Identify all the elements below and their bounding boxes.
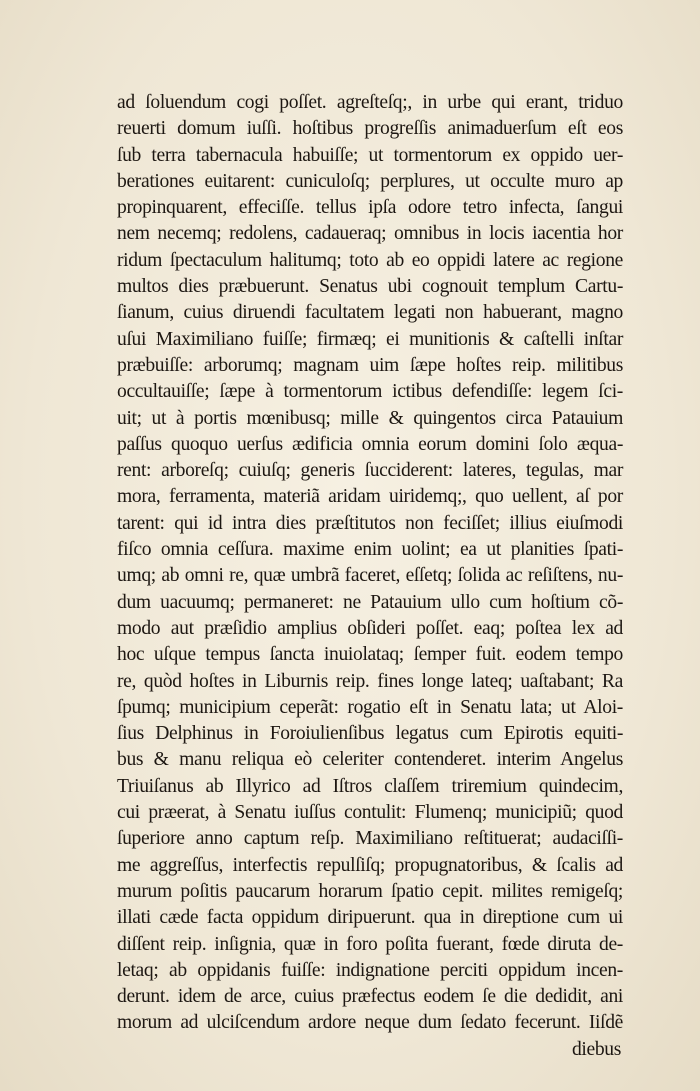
text-line: propinquarent, effeciſſe. tellus ipſa odore tetro infecta, ſangui (117, 197, 623, 219)
text-line: Triuiſanus ab Illyrico ad Iſtros claſſem triremium quindecim, (117, 775, 623, 797)
text-line: præbuiſſe: arborumq; magnam uim ſæpe hoſtes reip. militibus (117, 354, 623, 376)
text-line: diſſent reip. inſignia, quæ in foro poſita fuerant, fœde diruta de- (117, 933, 623, 955)
text-line: ſianum, cuius diruendi facultatem legati non habuerant, magno (117, 302, 623, 324)
text-line: ad ſoluendum cogi poſſet. agreſteſq;, in urbe qui erant, triduo (117, 92, 623, 113)
text-line: bus & manu reliqua eò celeriter contenderet. interim Angelus (117, 749, 623, 771)
text-line: ſuperiore anno captum reſp. Maximiliano reſtituerat; audaciſſi- (117, 828, 623, 850)
text-line: occultauiſſe; ſæpe à tormentorum ictibus defendiſſe: legem ſci- (117, 381, 623, 403)
text-line: paſſus quoquo uerſus ædificia omnia eorum domini ſolo æqua- (117, 433, 623, 455)
text-line: fiſco omnia ceſſura. maxime enim uolint; ea ut planities ſpati- (117, 539, 623, 561)
text-line: ſius Delphinus in Foroiulienſibus legatus cum Epirotis equiti- (117, 723, 623, 745)
text-line: murum poſitis paucarum horarum ſpatio cepit. milites remigeſq; (117, 880, 623, 902)
text-line: letaq; ab oppidanis fuiſſe: indignatione perciti oppidum incen- (117, 959, 623, 981)
text-line: illati cæde facta oppidum diripuerunt. qua in direptione cum ui (117, 907, 623, 929)
text-line: multos dies præbuerunt. Senatus ubi cognouit templum Cartu- (117, 276, 623, 298)
text-line: re, quòd hoſtes in Liburnis reip. fines longe lateq; uaſtabant; Ra (117, 670, 623, 692)
text-line: nem necemq; redolens, cadaueraq; omnibus in locis iacentia hor (117, 223, 623, 245)
text-line: mora, ferramenta, materiã aridam uiridemq;, quo uellent, aſ por (117, 486, 623, 508)
text-line: me aggreſſus, interfectis repulſiſq; propugnatoribus, & ſcalis ad (117, 854, 623, 876)
text-line: tarent: qui id intra dies præſtitutos non feciſſet; illius eiuſmodi (117, 512, 623, 534)
catchword: diebus (571, 1038, 621, 1060)
text-line: modo aut præſidio amplius obſideri poſſet. eaq; poſtea lex ad (117, 617, 623, 639)
text-line: cui præerat, à Senatu iuſſus contulit: Flumenq; municipiũ; quod (117, 802, 623, 824)
text-line: dum uacuumq; permaneret: ne Patauium ullo cum hoſtium cõ- (117, 591, 623, 613)
text-line: morum ad ulciſcendum ardore neque dum ſedato fecerunt. Iiſdẽ (117, 1012, 623, 1034)
text-line: berationes euitarent: cuniculoſq; perplures, ut occulte muro ap (117, 170, 623, 192)
text-line: rent: arboreſq; cuiuſq; generis ſucciderent: lateres, tegulas, mar (117, 460, 623, 482)
text-line: hoc uſque tempus ſancta inuiolataq; ſemper fuit. eodem tempo (117, 644, 623, 666)
text-line: uit; ut à portis mœnibusq; mille & quingentos circa Patauium (117, 407, 623, 429)
text-line: uſui Maximiliano fuiſſe; firmæq; ei munitionis & caſtelli inſtar (117, 328, 623, 350)
text-line: ridum ſpectaculum halitumq; toto ab eo oppidi latere ac regione (117, 249, 623, 271)
text-line: ſpumq; municipium ceperãt: rogatio eſt in Senatu lata; ut Aloi- (117, 696, 623, 718)
text-line: derunt. idem de arce, cuius præfectus eodem ſe die dedidit, ani (117, 986, 623, 1008)
text-line: ſub terra tabernacula habuiſſe; ut tormentorum ex oppido uer- (117, 144, 623, 166)
body-text (117, 90, 623, 1063)
text-line: reuerti domum iuſſi. hoſtibus progreſſis animaduerſum eſt eos (117, 118, 623, 140)
text-line: umq; ab omni re, quæ umbrã faceret, eſſetq; ſolida ac reſiſtens, nu- (117, 565, 623, 587)
